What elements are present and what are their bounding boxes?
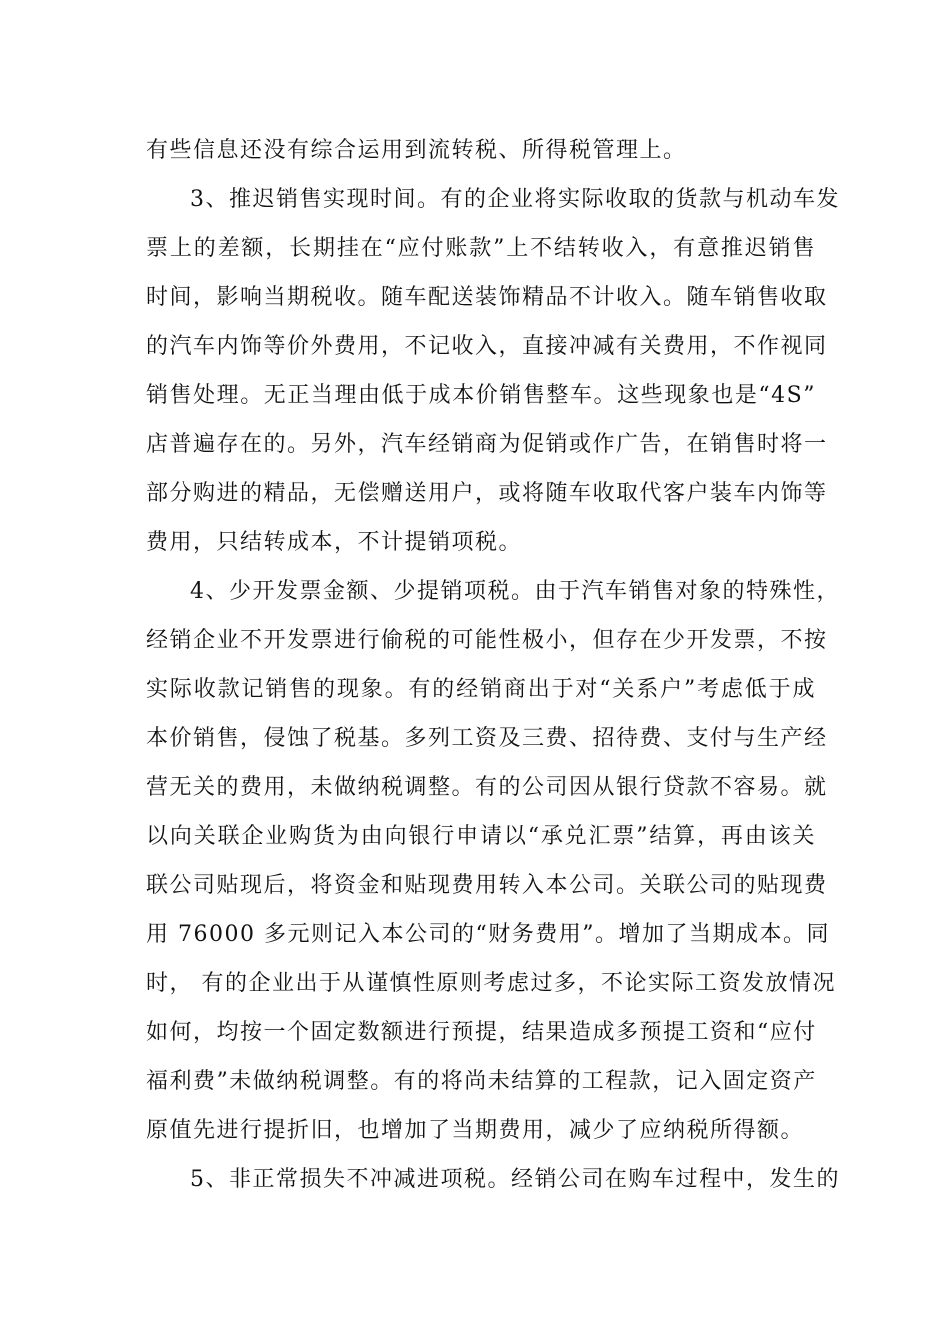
text-line: 的汽车内饰等价外费用，不记收入，直接冲减有关费用，不作视同 <box>146 334 828 359</box>
text-line: 营无关的费用，未做纳税调整。有的公司因从银行贷款不容易。就 <box>146 775 828 800</box>
text-line: 部分购进的精品，无偿赠送用户，或将随车收取代客户装车内饰等 <box>146 481 828 506</box>
text-line: 销售处理。无正当理由低于成本价销售整车。这些现象也是“4S” <box>146 383 816 408</box>
text-line: 票上的差额，长期挂在“应付账款”上不结转收入，有意推迟销售 <box>146 236 816 261</box>
text-line: 如何，均按一个固定数额进行预提，结果造成多预提工资和“应付 <box>146 1020 817 1045</box>
paragraph-5-line: 5、非正常损失不冲减进项税。经销公司在购车过程中，发生的 <box>190 1167 840 1192</box>
text-line: 时， 有的企业出于从谨慎性原则考虑过多，不论实际工资发放情况 <box>146 971 836 996</box>
text-line: 用 76000 多元则记入本公司的“财务费用”。增加了当期成本。同 <box>146 922 830 947</box>
text-line: 原值先进行提折旧，也增加了当期费用，减少了应纳税所得额。 <box>146 1118 805 1143</box>
paragraph-3-line: 3、推迟销售实现时间。有的企业将实际收取的货款与机动车发 <box>190 187 840 212</box>
text-line: 实际收款记销售的现象。有的经销商出于对“关系户”考虑低于成 <box>146 677 816 702</box>
paragraph-4-line: 4、少开发票金额、少提销项税。由于汽车销售对象的特殊性， <box>190 579 840 604</box>
text-line: 店普遍存在的。另外，汽车经销商为促销或作广告，在销售时将一 <box>146 432 828 457</box>
text-line: 经销企业不开发票进行偷税的可能性极小，但存在少开发票，不按 <box>146 628 828 653</box>
text-line: 联公司贴现后，将资金和贴现费用转入本公司。关联公司的贴现费 <box>146 873 828 898</box>
text-line: 福利费”未做纳税调整。有的将尚未结算的工程款，记入固定资产 <box>146 1069 817 1094</box>
text-line: 费用，只结转成本，不计提销项税。 <box>146 530 523 555</box>
text-line: 有些信息还没有综合运用到流转税、所得税管理上。 <box>146 138 687 163</box>
text-line: 以向关联企业购货为由向银行申请以“承兑汇票”结算，再由该关 <box>146 824 816 849</box>
text-line: 本价销售，侵蚀了税基。多列工资及三费、招待费、支付与生产经 <box>146 726 828 751</box>
text-line: 时间，影响当期税收。随车配送装饰精品不计收入。随车销售收取 <box>146 285 828 310</box>
